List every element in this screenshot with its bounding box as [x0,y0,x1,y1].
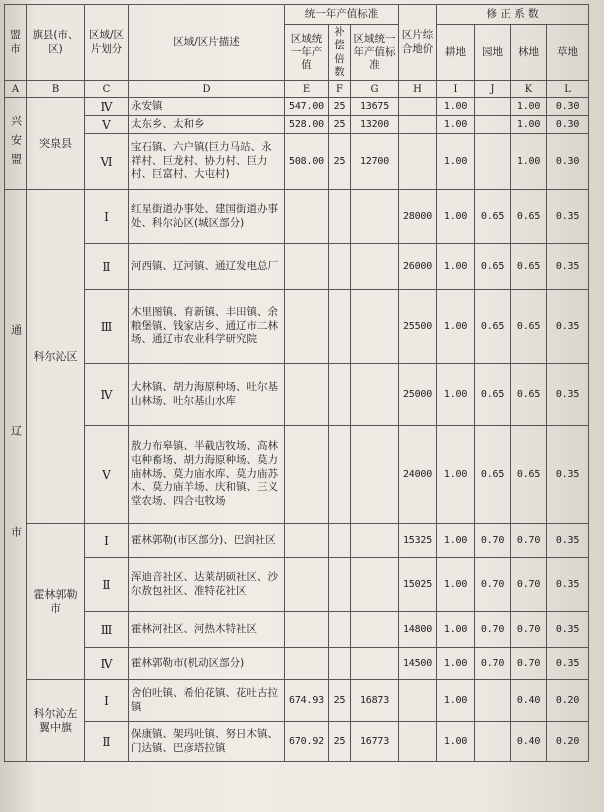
column-letter: I [437,81,475,98]
column-letter: J [475,81,511,98]
garden-coef-cell: 0.65 [475,244,511,290]
composite-price-cell: 15025 [399,558,437,612]
zone-cell: Ⅰ [85,524,129,558]
garden-coef-cell [475,116,511,134]
column-letter: G [351,81,399,98]
zone-standard-cell [351,244,399,290]
zone-value-cell [285,244,329,290]
zone-value-cell [285,648,329,680]
zone-cell: Ⅱ [85,722,129,762]
multiple-cell [329,524,351,558]
zone-cell: Ⅵ [85,134,129,190]
zone-value-cell [285,426,329,524]
county-cell-zuoyi: 科尔沁左翼中旗 [27,680,85,762]
arable-coef-cell: 1.00 [437,98,475,116]
garden-coef-cell [475,98,511,116]
garden-coef-cell: 0.65 [475,290,511,364]
zone-cell: Ⅳ [85,364,129,426]
column-letter-row [5,81,589,98]
description-cell: 木里图镇、育新镇、丰田镇、余粮堡镇、钱家店乡、通辽市二林场、通辽市农业科学研究院 [129,290,285,364]
zone-value-cell [285,364,329,426]
composite-price-cell: 14800 [399,612,437,648]
forest-coef-cell: 1.00 [511,116,547,134]
table-row [5,722,589,762]
zone-value-cell [285,612,329,648]
garden-coef-cell: 0.70 [475,648,511,680]
multiple-cell [329,244,351,290]
grass-coef-cell: 0.35 [547,558,589,612]
multiple-cell: 25 [329,116,351,134]
multiple-cell [329,426,351,524]
composite-price-cell: 24000 [399,426,437,524]
description-cell: 霍林郭勒(市区部分)、巴润社区 [129,524,285,558]
column-letter: H [399,81,437,98]
forest-coef-cell: 0.70 [511,648,547,680]
header-zone: 区域/区片划分 [85,5,129,81]
composite-price-cell: 15325 [399,524,437,558]
composite-price-cell: 25500 [399,290,437,364]
zone-cell: Ⅴ [85,116,129,134]
composite-price-cell: 26000 [399,244,437,290]
table-row [5,612,589,648]
garden-coef-cell: 0.65 [475,190,511,244]
header-league: 盟市 [5,5,27,81]
league-label-tongliao: 通辽市 [9,324,23,627]
forest-coef-cell: 0.65 [511,190,547,244]
description-cell: 宝石镇、六户镇(巨力马站、永祥村、巨龙村、协力村、巨力村、巨富村、大屯村) [129,134,285,190]
zone-cell: Ⅳ [85,648,129,680]
zone-value-cell: 670.92 [285,722,329,762]
arable-coef-cell: 1.00 [437,190,475,244]
multiple-cell [329,364,351,426]
zone-cell: Ⅲ [85,612,129,648]
table-row [5,364,589,426]
arable-coef-cell: 1.00 [437,722,475,762]
garden-coef-cell [475,134,511,190]
forest-coef-cell: 0.65 [511,244,547,290]
header-multiple: 补偿倍数 [329,25,351,81]
composite-price-cell: 28000 [399,190,437,244]
zone-value-cell: 674.93 [285,680,329,722]
garden-coef-cell [475,680,511,722]
grass-coef-cell: 0.20 [547,722,589,762]
arable-coef-cell: 1.00 [437,680,475,722]
multiple-cell [329,558,351,612]
grass-coef-cell: 0.20 [547,680,589,722]
header-forest: 林地 [511,25,547,81]
grass-coef-cell: 0.35 [547,648,589,680]
forest-coef-cell: 0.65 [511,364,547,426]
forest-coef-cell: 0.40 [511,680,547,722]
header-description: 区域/区片描述 [129,5,285,81]
description-cell: 浑迪音社区、达莱胡硕社区、沙尔敖包社区、准特花社区 [129,558,285,612]
arable-coef-cell: 1.00 [437,426,475,524]
grass-coef-cell: 0.35 [547,190,589,244]
grass-coef-cell: 0.35 [547,290,589,364]
forest-coef-cell: 0.65 [511,290,547,364]
grass-coef-cell: 0.35 [547,612,589,648]
description-cell: 永安镇 [129,98,285,116]
column-letter: K [511,81,547,98]
zone-standard-cell [351,190,399,244]
composite-price-cell [399,116,437,134]
multiple-cell [329,190,351,244]
garden-coef-cell: 0.70 [475,612,511,648]
description-cell: 太东乡、太和乡 [129,116,285,134]
zone-cell: Ⅴ [85,426,129,524]
forest-coef-cell: 0.40 [511,722,547,762]
table-row [5,190,589,244]
zone-standard-cell: 16773 [351,722,399,762]
forest-coef-cell: 0.70 [511,612,547,648]
forest-coef-cell: 1.00 [511,134,547,190]
table-row [5,98,589,116]
header-composite-price: 区片综合地价 [399,5,437,81]
zone-cell: Ⅳ [85,98,129,116]
garden-coef-cell: 0.70 [475,524,511,558]
arable-coef-cell: 1.00 [437,558,475,612]
zone-value-cell: 508.00 [285,134,329,190]
multiple-cell: 25 [329,134,351,190]
column-letter: C [85,81,129,98]
arable-coef-cell: 1.00 [437,134,475,190]
zone-value-cell: 528.00 [285,116,329,134]
description-cell: 霍林郭勒市(机动区部分) [129,648,285,680]
grass-coef-cell: 0.35 [547,426,589,524]
zone-standard-cell [351,558,399,612]
zone-standard-cell: 12700 [351,134,399,190]
column-letter: F [329,81,351,98]
header-arable: 耕地 [437,25,475,81]
composite-price-cell [399,98,437,116]
description-cell: 舍伯吐镇、希伯花镇、花吐古拉镇 [129,680,285,722]
grass-coef-cell: 0.35 [547,364,589,426]
county-cell-huolin: 霍林郭勒市 [27,524,85,680]
header-county: 旗县(市、区) [27,5,85,81]
header-grass: 草地 [547,25,589,81]
league-cell-xingan [5,98,27,190]
garden-coef-cell: 0.70 [475,558,511,612]
column-letter: E [285,81,329,98]
composite-price-cell: 25000 [399,364,437,426]
forest-coef-cell: 0.70 [511,524,547,558]
header-coefficient-group: 修 正 系 数 [437,5,589,25]
arable-coef-cell: 1.00 [437,290,475,364]
column-letter: B [27,81,85,98]
header-garden: 园地 [475,25,511,81]
arable-coef-cell: 1.00 [437,364,475,426]
table-row [5,116,589,134]
grass-coef-cell: 0.35 [547,244,589,290]
header-zone-value: 区域统一年产值 [285,25,329,81]
description-cell: 敖力布皋镇、半截店牧场、高林屯种畜场、胡力海原种场、莫力庙林场、莫力庙水库、莫力庙苏木、莫力庙羊场、庆和镇、三义堂农场、四合屯牧场 [129,426,285,524]
zone-standard-cell [351,524,399,558]
zone-cell: Ⅲ [85,290,129,364]
column-letter: D [129,81,285,98]
table-row [5,426,589,524]
league-cell-tongliao [5,190,27,762]
multiple-cell: 25 [329,98,351,116]
grass-coef-cell: 0.35 [547,524,589,558]
description-cell: 保康镇、架玛吐镇、努日木镇、门达镇、巴彦塔拉镇 [129,722,285,762]
table-row [5,558,589,612]
forest-coef-cell: 1.00 [511,98,547,116]
zone-standard-cell [351,648,399,680]
arable-coef-cell: 1.00 [437,612,475,648]
description-cell: 霍林河社区、河热木特社区 [129,612,285,648]
land-price-table [4,4,589,762]
multiple-cell [329,290,351,364]
table-row [5,290,589,364]
multiple-cell [329,612,351,648]
grass-coef-cell: 0.30 [547,116,589,134]
zone-standard-cell [351,426,399,524]
arable-coef-cell: 1.00 [437,524,475,558]
description-cell: 红星街道办事处、建国街道办事处、科尔沁区(城区部分) [129,190,285,244]
grass-coef-cell: 0.30 [547,134,589,190]
multiple-cell: 25 [329,722,351,762]
zone-standard-cell [351,290,399,364]
zone-cell: Ⅰ [85,680,129,722]
arable-coef-cell: 1.00 [437,648,475,680]
league-label-xingan: 兴安盟 [9,115,23,172]
composite-price-cell [399,722,437,762]
forest-coef-cell: 0.70 [511,558,547,612]
column-letter: L [547,81,589,98]
zone-standard-cell: 13200 [351,116,399,134]
zone-standard-cell [351,612,399,648]
composite-price-cell [399,134,437,190]
zone-cell: Ⅱ [85,244,129,290]
header-unified-group: 统一年产值标准 [285,5,399,25]
table-row [5,524,589,558]
forest-coef-cell: 0.65 [511,426,547,524]
header-zone-standard: 区域统一年产值标准 [351,25,399,81]
multiple-cell: 25 [329,680,351,722]
zone-standard-cell: 13675 [351,98,399,116]
zone-standard-cell [351,364,399,426]
zone-cell: Ⅰ [85,190,129,244]
garden-coef-cell [475,722,511,762]
description-cell: 河西镇、辽河镇、通辽发电总厂 [129,244,285,290]
zone-standard-cell: 16873 [351,680,399,722]
arable-coef-cell: 1.00 [437,244,475,290]
arable-coef-cell: 1.00 [437,116,475,134]
multiple-cell [329,648,351,680]
zone-cell: Ⅱ [85,558,129,612]
column-letter: A [5,81,27,98]
zone-value-cell [285,558,329,612]
county-cell-tuquan: 突泉县 [27,98,85,190]
table-row [5,244,589,290]
composite-price-cell [399,680,437,722]
zone-value-cell: 547.00 [285,98,329,116]
table-row [5,648,589,680]
county-cell-keerqin: 科尔沁区 [27,190,85,524]
zone-value-cell [285,524,329,558]
description-cell: 大林镇、胡力海原种场、吐尔基山林场、吐尔基山水库 [129,364,285,426]
header-row-1 [5,5,589,25]
composite-price-cell: 14500 [399,648,437,680]
garden-coef-cell: 0.65 [475,426,511,524]
table-row [5,134,589,190]
zone-value-cell [285,290,329,364]
grass-coef-cell: 0.30 [547,98,589,116]
table-row [5,680,589,722]
garden-coef-cell: 0.65 [475,364,511,426]
zone-value-cell [285,190,329,244]
